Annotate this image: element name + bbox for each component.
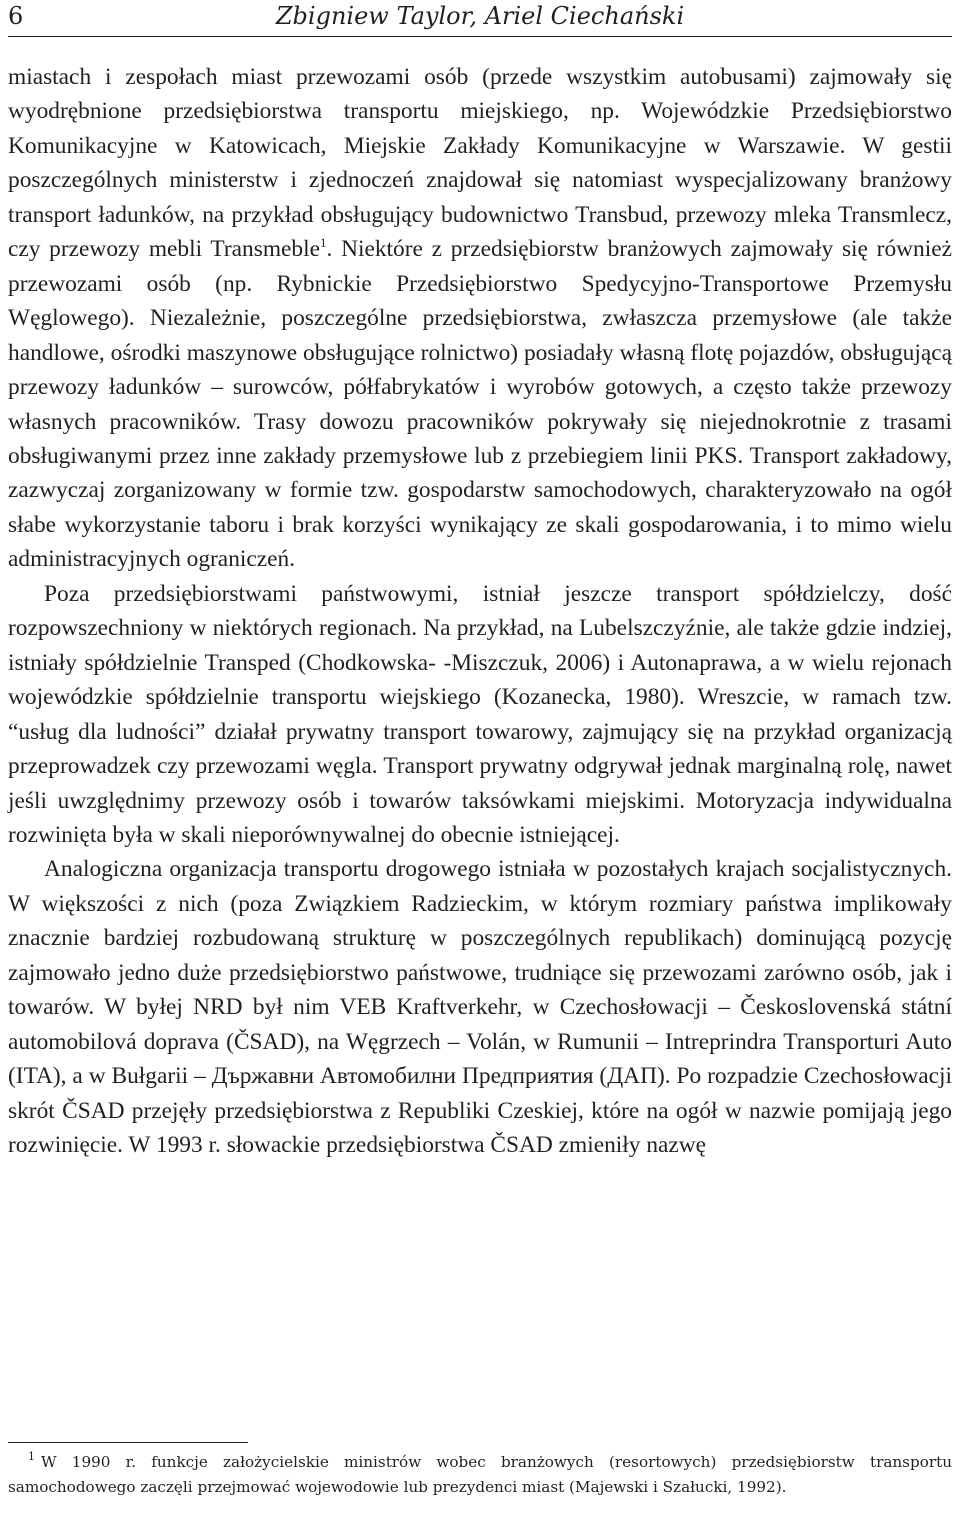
paragraph-2: Poza przedsiębiorstwami państwowymi, istniał jeszcze transport spółdzielczy, dość rozpowszechniony w niektórych regionach. Na przykład, na Lubelszczyźnie, ale także gdzie indziej, istniały spółdzielnie Transped (Chodkowska- -Miszczuk, 2006) i Autonaprawa, a w wielu rejonach wojewódzkie spółdzielnie transportu wiejskiego (Kozanecka, 1980). Wreszcie, w ramach tzw. “usług dla ludności” działał prywatny transport towarowy, zajmujący się na przykład organizacją przeprowadzek czy przewozami węgla. Transport prywatny odgrywał jednak marginalną rolę, nawet jeśli uwzględnimy przewozy osób i towarów taksówkami miejskimi. Motoryzacja indywidualna rozwinięta była w skali nieporównywalnej do obecnie istniejącej. xyxy=(8,580,952,848)
footnote-rule xyxy=(8,1442,248,1443)
main-text xyxy=(8,60,952,1163)
page-header xyxy=(8,0,952,38)
paragraph-1 xyxy=(8,60,952,577)
running-head-authors: Zbigniew Taylor, Ariel Ciechański xyxy=(275,2,685,30)
header-rule xyxy=(8,36,952,37)
paragraph-3: Analogiczna organizacja transportu drogowego istniała w pozostałych krajach socjalistycznych. W większości z nich (poza Związkiem Radzieckim, w którym rozmiary państwa implikowały znacznie bardziej rozbudowaną strukturę w poszczególnych republikach) dominującą pozycję zajmowało jedno duże przedsiębiorstwo państwowe, trudniące się przewozami zarówno osób, jak i towarów. W byłej NRD był nim VEB Kraftverkehr, w Czechosłowacji – Československá státní automobilová doprava (ČSAD), na Węgrzech – Volán, w Rumunii – Intreprindra Transporturi Auto (ITA), a w Bułgarii – Държавни Автомобилни Предприятия (ДАП). Po rozpadzie Czechosłowacji skrót ČSAD przejęły przedsiębiorstwa z Republiki Czeskiej, które na ogół w nazwie pomijają jego rozwinięcie. W 1993 r. słowackie przedsiębiorstwa ČSAD zmieniły nazwę xyxy=(8,856,952,1159)
footnote-text: W 1990 r. funkcje założycielskie ministrów wobec branżowych (resortowych) przedsiębiorstw transportu samochodowego zaczęli przejmować wojewodowie lub prezydenci miast (Majewski i Szałucki, 1992). xyxy=(8,1453,952,1496)
footnote-reference: 1 xyxy=(320,235,327,251)
page-number: 6 xyxy=(8,2,24,30)
paragraph-1-part-a: miastach i zespołach miast przewozami osób (przede wszystkim autobusami) zajmowały się wyodrębnione przedsiębiorstwa transportu miejskiego, np. Wojewódzkie Przedsiębiorstwo Komunikacyjne w Katowicach, Miejskie Zakłady Komunikacyjne w Warszawie. W gestii poszczególnych ministerstw i zjednoczeń znajdował się natomiast wyspecjalizowany branżowy transport ładunków, na przykład obsługujący budownictwo Transbud, przewozy mleka Transmlecz, czy przewozy mebli Transmeble xyxy=(8,64,952,263)
footnote-marker: 1 xyxy=(28,1450,35,1463)
footnote xyxy=(8,1450,952,1499)
paragraph-1-part-b: . Niektóre z przedsiębiorstw branżowych zajmowały się również przewozami osób (np. Rybnickie Przedsiębiorstwo Spedycyjno-Transportowe Przemysłu Węglowego). Niezależnie, poszczególne przedsiębiorstwa, zwłaszcza przemysłowe (ale także handlowe, ośrodki maszynowe obsługujące rolnictwo) posiadały własną flotę pojazdów, obsługującą przewozy ładunków – surowców, półfabrykatów i wyrobów gotowych, a często także przewozy własnych pracowników. Trasy dowozu pracowników pokrywały się niejednokrotnie z trasami obsługiwanymi przez inne zakłady przemysłowe lub z przebiegiem linii PKS. Transport zakładowy, zazwyczaj zorganizowany w formie tzw. gospodarstw samochodowych, charakteryzowało na ogół słabe wykorzystanie taboru i brak korzyści wynikający ze skali gospodarowania, i to mimo wielu administracyjnych ograniczeń. xyxy=(8,236,952,573)
